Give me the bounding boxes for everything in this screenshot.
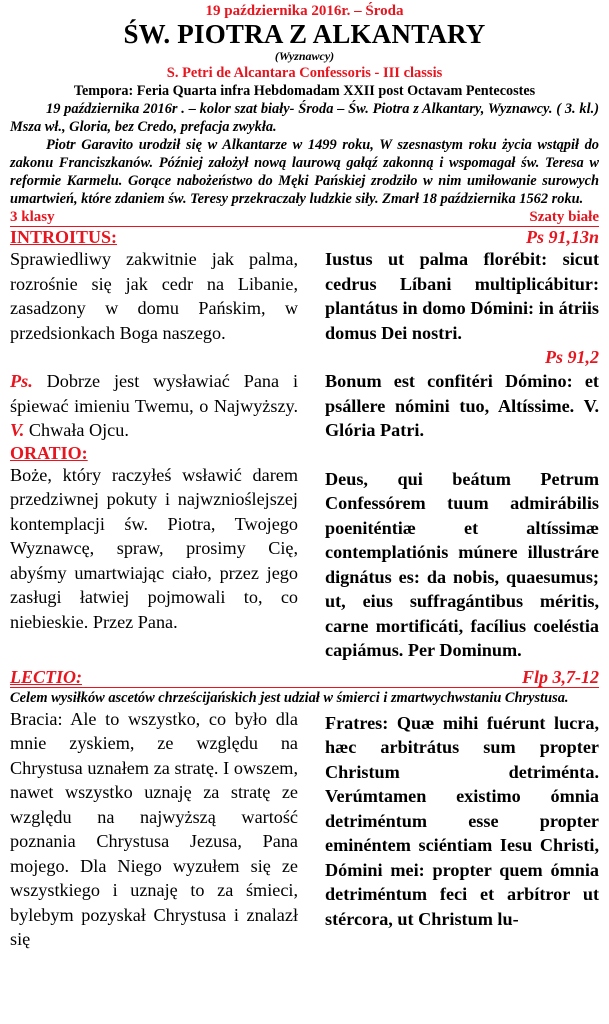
psalm-latin-text: Bonum est confitéri Dómino: et psállere nómini tuo, Altíssime. V. Glória Patri. <box>325 371 599 440</box>
lectio-latin-text: Fratres: Quæ mihi fuérunt lucra, hæc arbitrátus sum propter Christum detriménta. Verúmtamen existimo ómnia detriméntum esse propter eminéntem sciéntiam Iesu Christi, Dómini mei: propter quem ómnia detriméntum feci et arbítror ut stércora, ut Christum lu- <box>325 712 599 929</box>
oratio-latin-column <box>325 467 599 663</box>
lectio-note: Celem wysiłków ascetów chrześcijańskich jest udział w śmierci i zmartwychwstaniu Chrystusa. <box>10 689 569 706</box>
lectio-header <box>10 667 599 688</box>
missal-page <box>10 0 599 952</box>
psalm-polish-text: Dobrze jest wysławiać Pana i śpiewać imieniu Twemu, o Najwyższy. <box>10 371 299 416</box>
rank-row <box>10 208 599 227</box>
gloria-polish-text: Chwała Ojcu. <box>28 420 129 440</box>
tempora-line: Tempora: Feria Quarta infra Hebdomadam XXII post Octavam Pentecostes <box>73 83 536 99</box>
versicle-label: V. <box>10 420 25 440</box>
rubric-note: 19 października 2016r . – kolor szat biały- Środa – Św. Piotra z Alkantary, Wyznawcy. ( 3. kl.) Msza wł., Gloria, bez Credo, prefacja zwykła. <box>10 101 599 135</box>
lectio-columns <box>10 707 599 952</box>
oratio-heading: ORATIO: <box>10 442 88 463</box>
oratio-header <box>10 443 599 463</box>
oratio-columns <box>10 463 599 663</box>
introitus-heading: INTROITUS: <box>10 227 118 247</box>
psalm-ref: Ps 91,2 <box>545 347 599 367</box>
oratio-latin-text: Deus, qui beátum Petrum Confessórem tuum admirábilis poeniténtiæ et altíssimæ contemplatiónis múnere illustráre dignátus es: da nobis, quaesumus; ut, eius suffragántibus méritis, carne mortificáti, facílius coeléstia capiámus. Per Dominum. <box>325 468 599 660</box>
lectio-polish-text: Bracia: Ale to wszystko, co było dla mnie zyskiem, ze względu na Chrystusa uznałem za stratę. I owszem, nawet wszystko uznaję za stratę ze względu na najwyższą wartość poznania Chrystusa Jezusa, Pana mojego. Dla Niego wyzułem się ze wszystkiego i uznaję to za śmieci, bylebym pozyskał Chrystusa i znalazł się <box>10 708 298 949</box>
psalm-label: Ps. <box>10 371 33 391</box>
introitus-ref: Ps 91,13n <box>525 227 599 247</box>
class-label: 3 klasy <box>10 209 55 225</box>
vestment-color-label: Szaty białe <box>529 209 599 225</box>
subtitle: (Wyznawcy) <box>274 49 335 63</box>
introitus-columns <box>10 247 599 443</box>
biography-note: Piotr Garavito urodził się w Alkantarze w 1499 roku, W szesnastym roku życia wstąpił do zakonu Franciszkanów. Później założył nową laurową gałąź zakonną i wspomagał św. Teresa w reformie Karmelu. Gorące nabożeństwo do Męki Pańskiej zrodziło w nim umiłowanie surowych umartwień, które zdaniem św. Teresy przekraczały ludzkie siły. Zmarł 18 października 1562 roku. <box>10 137 599 207</box>
introitus-latin-column <box>325 247 599 443</box>
lectio-latin-column <box>325 711 599 952</box>
lectio-heading: LECTIO: <box>10 666 82 687</box>
introitus-polish-column <box>10 247 298 443</box>
lectio-polish-column <box>10 707 298 952</box>
oratio-polish-column <box>10 463 298 663</box>
introitus-header <box>10 227 599 247</box>
date-line: 19 października 2016r. – Środa <box>205 3 404 19</box>
introitus-latin-text: Iustus ut palma florébit: sicut cedrus Líbani multiplicábitur: plantátus in domo Dómini: in átriis domus Dei nostri. <box>325 249 599 343</box>
lectio-ref: Flp 3,7-12 <box>521 666 599 687</box>
latin-title: S. Petri de Alcantara Confessoris - III classis <box>166 65 443 81</box>
introitus-psalm-polish <box>10 369 298 443</box>
page-title: ŚW. PIOTRA Z ALKANTARY <box>123 19 486 49</box>
introitus-polish-text: Sprawiedliwy zakwitnie jak palma, rozrośnie się jak cedr na Libanie, zasadzony w domu Pańskim, w przedsionkach Boga naszego. <box>10 249 298 343</box>
oratio-polish-text: Boże, który raczyłeś wsławić darem przedziwnej pokuty i najwznioślejszej kontemplacji św. Piotra, Twojego Wyznawcę, spraw, prosimy Cię, abyśmy umartwiając ciało, przez jego zasługi łatwiej pojmowali to, co niebieskie. Przez Pana. <box>10 464 298 632</box>
